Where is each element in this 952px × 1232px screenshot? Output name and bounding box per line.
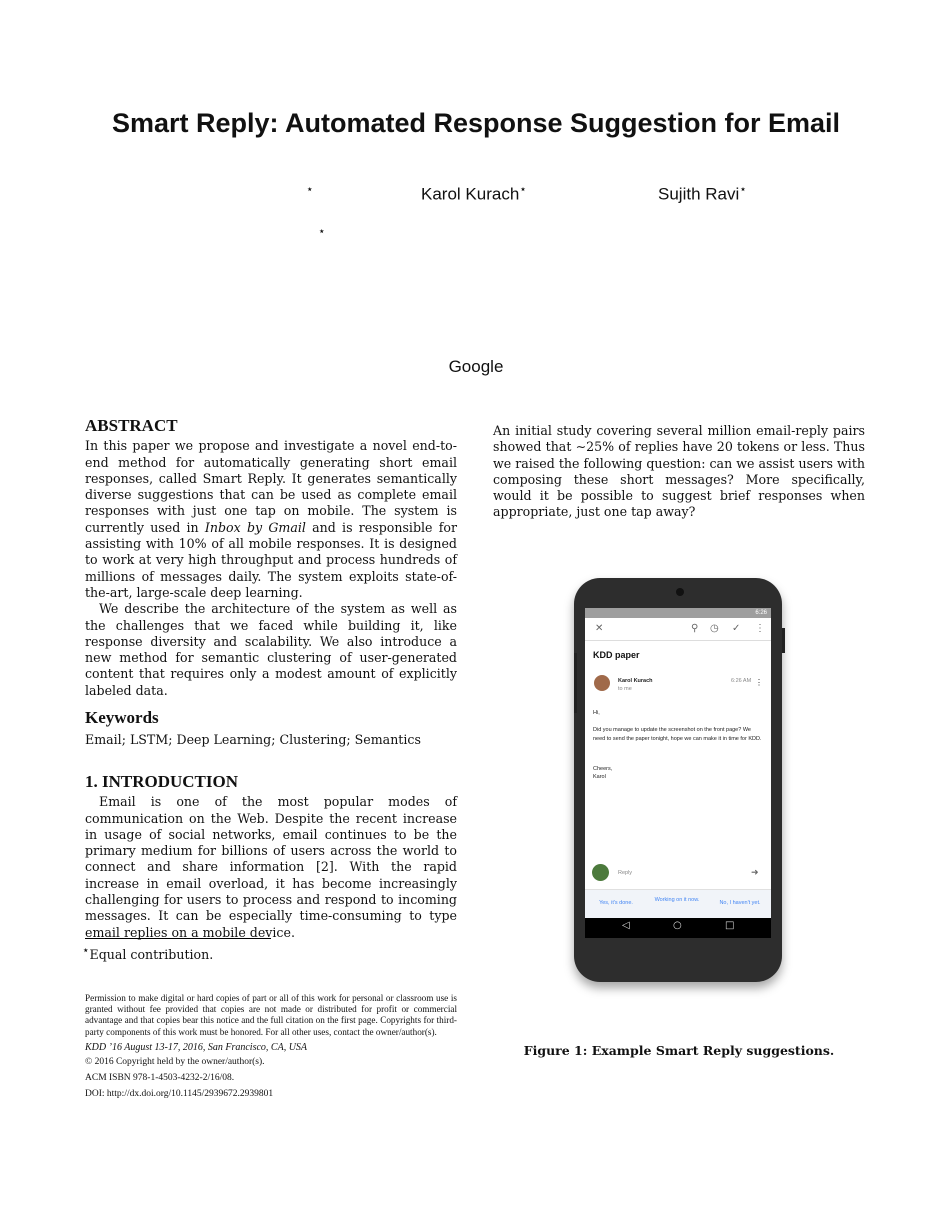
recipient-label: to me <box>618 686 632 692</box>
abstract-section <box>85 418 457 699</box>
status-bar <box>585 608 771 618</box>
intro-heading: 1. INTRODUCTION <box>85 772 239 791</box>
recents-icon[interactable]: □ <box>725 920 735 931</box>
paper-title: Smart Reply: Automated Response Suggestion for Email <box>111 108 841 138</box>
abstract-heading: ABSTRACT <box>85 416 178 435</box>
forward-icon[interactable]: ➜ <box>751 867 759 877</box>
volume-button <box>782 628 785 653</box>
snooze-icon[interactable]: ◷ <box>710 623 719 634</box>
figure-caption: Figure 1: Example Smart Reply suggestions. <box>523 1043 835 1058</box>
suggestion-working[interactable]: Working on it now. <box>654 897 700 903</box>
affiliation: Google <box>448 357 504 376</box>
phone-screen <box>585 608 771 938</box>
home-icon[interactable]: ○ <box>673 920 682 931</box>
author-1-star: ⋆ <box>306 182 314 196</box>
signoff-2: Karol <box>593 774 606 780</box>
email-subject: KDD paper <box>593 650 640 660</box>
reply-field[interactable]: Reply <box>618 870 633 876</box>
abstract-p1: In this paper we propose and investigate a novel end-to-end method for automatically generating short email responses, called Smart Reply. It generates semantically diverse suggestions that can be used as complete email responses with just one tap on mobile. The system is currently used in Inbox by Gmail and is responsible for assisting with 10% of all mobile responses. It is designed to work at very high throughput and process hundreds of millions of messages daily. The system exploits state-of-the-art, large-scale deep learning. <box>85 438 457 600</box>
copyright: © 2016 Copyright held by the owner/author(s). <box>85 1057 265 1068</box>
side-button <box>574 653 577 713</box>
permission-block <box>85 993 457 1101</box>
done-icon[interactable]: ✓ <box>732 623 741 634</box>
keywords-heading: Keywords <box>85 708 159 727</box>
permission-text: Permission to make digital or hard copies of part or all of this work for personal or classroom use is granted without fee provided that copies are not made or distributed for profit or commercial advantage and that copies bear this notice and the full citation on the first page. Copyrights for third-party components of this work must be honored. For all other uses, contact the owner/author(s). <box>85 993 457 1037</box>
keywords-text: Email; LSTM; Deep Learning; Clustering; Semantics <box>85 732 421 748</box>
nav-bar <box>585 918 771 938</box>
user-avatar <box>592 864 609 881</box>
author-karol: Karol Kurach⋆ <box>421 182 527 204</box>
more-icon[interactable]: ⋮ <box>755 623 765 634</box>
keywords-section <box>85 710 457 749</box>
sender-avatar <box>594 675 610 691</box>
phone-figure <box>574 578 782 982</box>
footnote-rule <box>85 938 271 939</box>
sent-time: 6:26 AM <box>731 678 752 684</box>
camera-icon <box>676 588 684 596</box>
intro-p1: Email is one of the most popular modes of communication on the Web. Despite the recent increase in usage of social networks, email continues to be the primary medium for billions of users across the world to connect and share information [2]. With the rapid increase in email overload, it has become increasingly challenging for users to process and respond to incoming messages. It can be especially time-consuming to type email replies on a mobile device. <box>85 794 457 940</box>
abstract-p2: We describe the architecture of the system as well as the challenges that we faced while building it, like response diversity and scalability. We also introduce a new method for semantic clustering of user-generated content that requires only a modest amount of explicitly labeled data. <box>85 601 457 698</box>
action-bar <box>585 618 771 641</box>
status-time: 6:26 <box>755 610 767 616</box>
venue: KDD ’16 August 13-17, 2016, San Francisco, CA, USA <box>85 1041 308 1053</box>
author-sujith: Sujith Ravi⋆ <box>658 182 747 204</box>
right-column-text <box>493 423 865 521</box>
sender-name: Karol Kurach <box>618 678 653 684</box>
intro-p2: An initial study covering several million email-reply pairs showed that ∼25% of replies have 20 tokens or less. Thus we raised the following question: can we assist users with composing these short messages? More specifically, would it be possible to suggest brief responses when appropriate, just one tap away? <box>493 423 865 520</box>
author-2-star: ⋆ <box>318 224 326 238</box>
email-body: Did you manage to update the screenshot on the front page? We need to send the paper tonight, hope we can make it in time for KDD. <box>593 727 762 742</box>
signoff-1: Cheers, <box>593 766 613 772</box>
greeting: Hi, <box>593 710 600 716</box>
intro-section <box>85 774 457 941</box>
pin-icon[interactable]: ⚲ <box>691 623 699 634</box>
isbn: ACM ISBN 978-1-4503-4232-2/16/08. <box>85 1073 235 1084</box>
suggestion-no-yet[interactable]: No, I haven't yet. <box>719 900 761 906</box>
footnote: ⋆Equal contribution. <box>82 943 214 963</box>
back-icon[interactable]: ◁ <box>622 920 630 931</box>
doi: DOI: http://dx.doi.org/10.1145/2939672.2939801 <box>85 1089 274 1100</box>
close-icon[interactable]: ✕ <box>595 623 604 634</box>
suggestion-yes-done[interactable]: Yes, it's done. <box>599 900 633 906</box>
email-more-icon[interactable]: ⋮ <box>755 678 763 687</box>
